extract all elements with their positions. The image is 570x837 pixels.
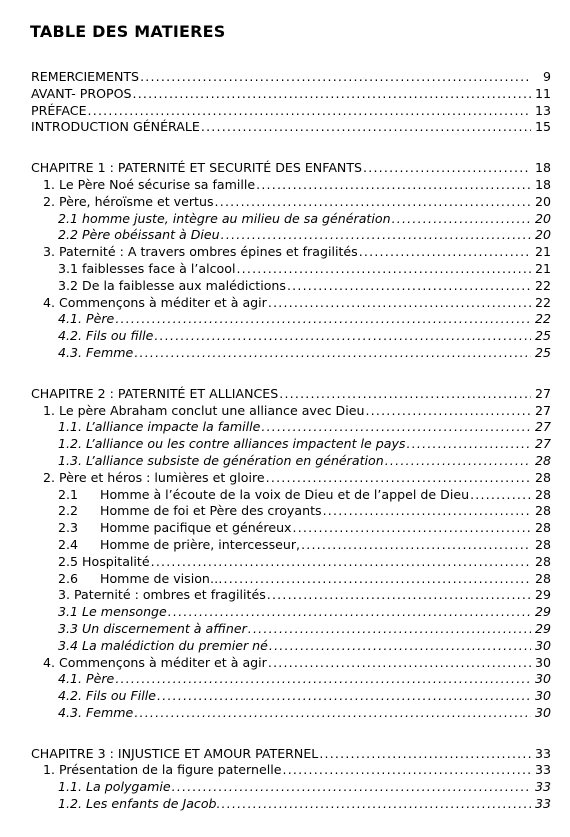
toc-entry-leader bbox=[31, 537, 531, 554]
toc-entry[interactable] bbox=[31, 419, 551, 436]
toc-entry-page: 29 bbox=[534, 604, 551, 620]
toc-entry-page: 13 bbox=[534, 102, 551, 118]
toc-entry-leader bbox=[31, 587, 531, 604]
toc-entry[interactable] bbox=[31, 436, 551, 453]
toc-entry[interactable] bbox=[31, 762, 551, 779]
toc-entry-title: 1. Le père Abraham conclut une alliance avec Dieu bbox=[43, 402, 365, 418]
toc-entry-page: 30 bbox=[534, 688, 551, 704]
toc-entry-leader bbox=[31, 470, 531, 487]
toc-entry-leader bbox=[31, 554, 531, 571]
toc-entry-title: 1. Le Père Noé sécurise sa famille bbox=[43, 176, 256, 192]
toc-entry-title: 4. Commençons à méditer et à agir bbox=[43, 294, 267, 310]
toc-entry-leader bbox=[31, 278, 531, 295]
toc-entry[interactable] bbox=[31, 227, 551, 244]
toc-entry-page: 22 bbox=[534, 294, 551, 310]
toc-entry-leader bbox=[31, 571, 531, 588]
toc-entry-leader bbox=[31, 503, 531, 520]
toc-entry-leader bbox=[31, 762, 531, 779]
toc-entry-label: Homme de vision… bbox=[100, 570, 223, 586]
toc-entry-page: 28 bbox=[534, 452, 551, 468]
toc-entry[interactable] bbox=[31, 311, 551, 328]
toc-entry-leader bbox=[31, 261, 531, 278]
toc-entry[interactable] bbox=[31, 453, 551, 470]
toc-entry-title: 2.5 Hospitalité bbox=[58, 553, 150, 569]
toc-entry-leader bbox=[31, 295, 531, 312]
toc-entry-leader bbox=[31, 403, 531, 420]
toc-entry[interactable] bbox=[31, 520, 551, 537]
toc-entry-title: 3. Paternité : A travers ombres épines et fragilités bbox=[43, 244, 358, 260]
toc-entry-page: 28 bbox=[534, 520, 551, 536]
toc-entry-page: 33 bbox=[534, 745, 551, 761]
toc-entry-title: 4.3. Femme bbox=[58, 344, 134, 360]
toc-entry-title: PRÉFACE bbox=[31, 102, 87, 118]
toc-entry-title: CHAPITRE 3 : INJUSTICE ET AMOUR PATERNEL bbox=[31, 745, 319, 761]
toc-entry-page: 18 bbox=[534, 160, 551, 176]
toc-entry-page: 28 bbox=[534, 570, 551, 586]
toc-entry-title: 3.1 faiblesses face à l’alcool bbox=[58, 260, 236, 276]
toc-entry-leader bbox=[31, 328, 531, 345]
toc-entry-title: 4.1. Père bbox=[58, 671, 115, 687]
toc-entry-leader bbox=[31, 671, 531, 688]
toc-entry-leader bbox=[31, 688, 531, 705]
toc-entry[interactable] bbox=[31, 705, 551, 722]
section-gap bbox=[31, 362, 551, 386]
section-gap bbox=[31, 136, 551, 160]
toc-entry-title: 2. Père, héroïsme et vertus bbox=[43, 193, 214, 209]
toc-entry-page: 25 bbox=[534, 328, 551, 344]
toc-entry-title bbox=[58, 487, 470, 502]
toc-entry[interactable] bbox=[31, 261, 551, 278]
toc-entry-page: 28 bbox=[534, 469, 551, 485]
toc-entry-leader bbox=[31, 746, 531, 763]
toc-entry-label: Homme pacifique et généreux bbox=[100, 520, 292, 536]
toc-entry-page: 27 bbox=[534, 402, 551, 418]
toc-entry-leader bbox=[31, 453, 531, 470]
toc-entry[interactable] bbox=[31, 244, 551, 261]
section-gap bbox=[31, 722, 551, 746]
toc-entry-page: 28 bbox=[534, 553, 551, 569]
toc-entry-title: 2.1 homme juste, intègre au milieu de sa génération bbox=[58, 210, 391, 226]
toc-entry[interactable] bbox=[31, 554, 551, 571]
toc-entry[interactable] bbox=[31, 655, 551, 672]
toc-entry-title: 4.2. Fils ou Fille bbox=[58, 688, 157, 704]
toc-entry-title: 1.1. La polygamie bbox=[58, 779, 171, 795]
toc-entry-page: 20 bbox=[534, 227, 551, 243]
toc-entry-leader bbox=[31, 177, 531, 194]
toc-entry[interactable] bbox=[31, 671, 551, 688]
toc-entry-title: 1.1. L’alliance impacte la famille bbox=[58, 419, 261, 435]
toc-entry[interactable] bbox=[31, 194, 551, 211]
toc-entry[interactable] bbox=[31, 779, 551, 796]
toc-entry-leader bbox=[31, 386, 531, 403]
toc-entry-page: 30 bbox=[534, 704, 551, 720]
toc-entry-page: 27 bbox=[534, 419, 551, 435]
toc-entry-title: 1. Présentation de la figure paternelle bbox=[43, 762, 282, 778]
toc-entry-title: 2. Père et héros : lumières et gloire bbox=[43, 469, 265, 485]
toc-entry[interactable] bbox=[31, 638, 551, 655]
toc-entry-page: 22 bbox=[534, 311, 551, 327]
toc-chapter-entry[interactable] bbox=[31, 386, 551, 403]
toc-entry[interactable] bbox=[31, 796, 551, 813]
toc-entry-page: 33 bbox=[534, 796, 551, 812]
toc-entry-leader bbox=[31, 604, 531, 621]
toc-entry-leader bbox=[31, 311, 531, 328]
toc-entry-page: 33 bbox=[534, 762, 551, 778]
toc-entry-leader bbox=[31, 487, 531, 504]
toc-entry-page: 29 bbox=[534, 620, 551, 636]
toc-entry-leader bbox=[31, 119, 531, 136]
toc-entry-label: Homme de prière, intercesseur, bbox=[100, 536, 301, 552]
toc-entry-title: 3.4 La malédiction du premier né bbox=[58, 637, 268, 653]
toc-entry[interactable] bbox=[31, 537, 551, 554]
toc-entry-leader bbox=[31, 436, 531, 453]
toc-entry-label: Homme à l’écoute de la voix de Dieu et de l’appel de Dieu bbox=[100, 486, 470, 502]
toc-entry-leader bbox=[31, 621, 531, 638]
toc-entry-number: 2.2 bbox=[58, 503, 79, 519]
toc-entry-number: 2.3 bbox=[58, 520, 79, 536]
toc-entry-title: 1.2. L’alliance ou les contre alliances impactent le pays bbox=[58, 436, 406, 452]
toc-entry-page: 11 bbox=[534, 85, 551, 101]
toc-entry-title: REMERCIEMENTS bbox=[31, 69, 140, 84]
toc-entry[interactable] bbox=[31, 345, 551, 362]
toc-entry-page: 33 bbox=[534, 779, 551, 795]
toc-entry-title: CHAPITRE 2 : PATERNITÉ ET ALLIANCES bbox=[31, 385, 279, 401]
toc-entry-page: 28 bbox=[534, 536, 551, 552]
toc-entry[interactable] bbox=[31, 403, 551, 420]
toc-chapter-entry[interactable] bbox=[31, 746, 551, 763]
toc-entry-title: 3.1 Le mensonge bbox=[58, 604, 167, 620]
toc-chapter-entry[interactable] bbox=[31, 86, 551, 103]
toc-entry-label: Homme de foi et Père des croyants bbox=[100, 503, 322, 519]
toc-entry[interactable] bbox=[31, 278, 551, 295]
toc-entry-title: 3.2 De la faiblesse aux malédictions bbox=[58, 277, 286, 293]
toc-entry-page: 29 bbox=[534, 587, 551, 603]
toc-entry[interactable] bbox=[31, 487, 551, 504]
toc-entry-number: 2.4 bbox=[58, 536, 79, 552]
toc-entry[interactable] bbox=[31, 470, 551, 487]
toc-entry-page: 27 bbox=[534, 436, 551, 452]
toc-entry-title bbox=[58, 520, 293, 535]
toc-chapter-entry[interactable] bbox=[31, 103, 551, 120]
toc-entry-title: CHAPITRE 1 : PATERNITÉ ET SECURITÉ DES ENFANTS bbox=[31, 160, 363, 176]
toc-entry-leader bbox=[31, 69, 531, 86]
toc-entry-leader bbox=[31, 103, 531, 120]
toc-entry-title: 2.2 Père obéissant à Dieu bbox=[58, 227, 220, 243]
toc-entry[interactable] bbox=[31, 688, 551, 705]
toc-entry-leader bbox=[31, 345, 531, 362]
toc-entry[interactable] bbox=[31, 328, 551, 345]
toc-entry-title: 3.3 Un discernement à affiner bbox=[58, 620, 247, 636]
toc-chapter-entry[interactable] bbox=[31, 160, 551, 177]
toc-entry-page: 20 bbox=[534, 193, 551, 209]
toc-entry[interactable] bbox=[31, 295, 551, 312]
toc-entry-page: 30 bbox=[534, 637, 551, 653]
toc-entry-title: 4.1. Père bbox=[58, 311, 115, 327]
toc-entry-title: 1.2. Les enfants de Jacob. bbox=[58, 796, 221, 812]
toc-entry-leader bbox=[31, 655, 531, 672]
toc-entry-page: 20 bbox=[534, 210, 551, 226]
toc-entry-page: 27 bbox=[534, 385, 551, 401]
toc-entry-title bbox=[58, 503, 323, 518]
toc-entry-page: 15 bbox=[534, 119, 551, 135]
toc-entry-title: 1.3. L’alliance subsiste de génération en génération bbox=[58, 452, 384, 468]
toc-entry-title: 4.2. Fils ou fille bbox=[58, 328, 154, 344]
toc-entry-title bbox=[58, 571, 224, 586]
toc-entry-title: 4. Commençons à méditer et à agir bbox=[43, 654, 267, 670]
toc-entry-title bbox=[58, 537, 301, 552]
toc-entry-page: 21 bbox=[534, 244, 551, 260]
toc-entry-page: 28 bbox=[534, 486, 551, 502]
toc-title: TABLE DES MATIERES bbox=[30, 22, 226, 41]
toc-entry-leader bbox=[31, 779, 531, 796]
toc-entry-leader bbox=[31, 244, 531, 261]
toc-entry-leader bbox=[31, 419, 531, 436]
toc-entry-leader bbox=[31, 194, 531, 211]
toc-entry[interactable] bbox=[31, 571, 551, 588]
table-of-contents bbox=[31, 69, 551, 813]
toc-entry-leader bbox=[31, 211, 531, 228]
toc-entry-leader bbox=[31, 520, 531, 537]
toc-entry-leader bbox=[31, 160, 531, 177]
toc-entry-page: 28 bbox=[534, 503, 551, 519]
toc-entry-page: 18 bbox=[534, 176, 551, 192]
toc-entry[interactable] bbox=[31, 587, 551, 604]
toc-entry-number: 2.6 bbox=[58, 570, 79, 586]
toc-entry-page: 30 bbox=[534, 654, 551, 670]
toc-entry-title: 3. Paternité : ombres et fragilités bbox=[58, 587, 266, 603]
toc-entry-title: 4.3. Femme bbox=[58, 704, 134, 720]
toc-entry-number: 2.1 bbox=[58, 486, 79, 502]
toc-entry-leader bbox=[31, 227, 531, 244]
toc-chapter-entry[interactable] bbox=[31, 69, 551, 86]
toc-entry-leader bbox=[31, 796, 531, 813]
toc-entry-leader bbox=[31, 638, 531, 655]
toc-entry-page: 25 bbox=[534, 344, 551, 360]
toc-entry[interactable] bbox=[31, 604, 551, 621]
toc-entry-page: 22 bbox=[534, 277, 551, 293]
toc-entry[interactable] bbox=[31, 621, 551, 638]
toc-entry-leader bbox=[31, 705, 531, 722]
toc-entry-page: 21 bbox=[534, 260, 551, 276]
toc-entry-title: AVANT- PROPOS bbox=[31, 85, 132, 101]
toc-entry-page: 30 bbox=[534, 671, 551, 687]
toc-entry[interactable] bbox=[31, 211, 551, 228]
toc-entry-leader bbox=[31, 86, 531, 103]
toc-chapter-entry[interactable] bbox=[31, 119, 551, 136]
toc-entry[interactable] bbox=[31, 177, 551, 194]
toc-entry[interactable] bbox=[31, 503, 551, 520]
toc-entry-title: INTRODUCTION GÉNÉRALE bbox=[31, 119, 200, 135]
toc-entry-page: 9 bbox=[542, 69, 551, 84]
